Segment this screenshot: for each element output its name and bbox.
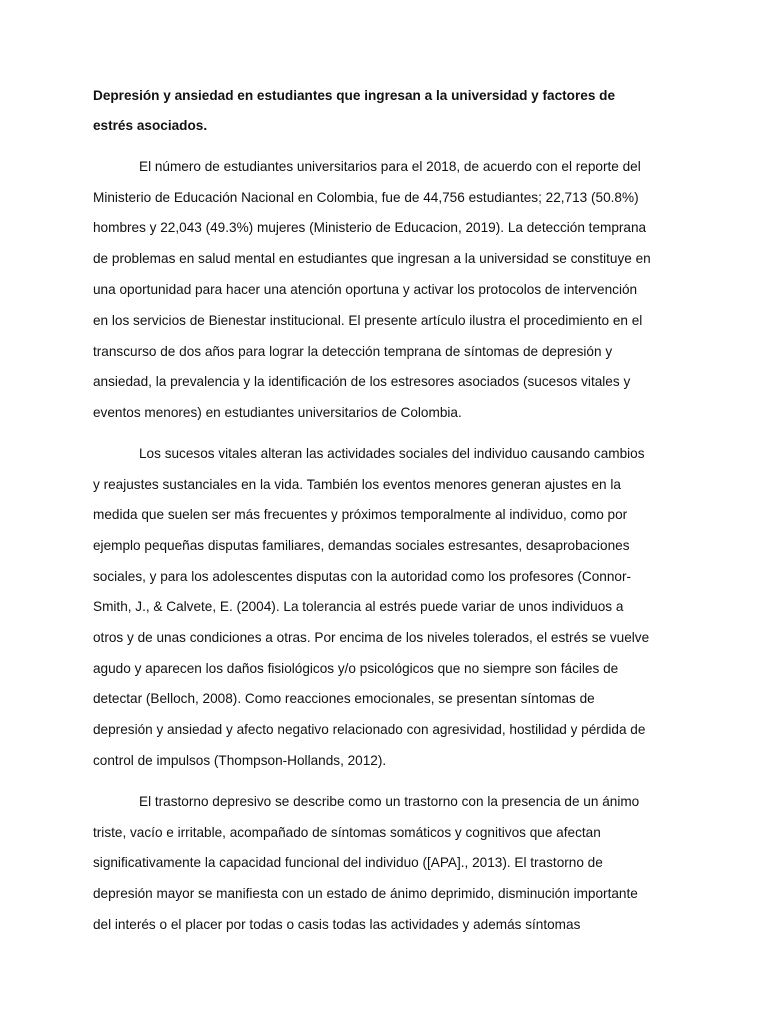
paragraph-line: en los servicios de Bienestar institucional. El presente artículo ilustra el procedimiento en el <box>93 313 643 328</box>
paragraph-line: agudo y aparecen los daños fisiológicos y/o psicológicos que no siempre son fáciles de <box>93 661 619 676</box>
paragraph-line: ejemplo pequeñas disputas familiares, demandas sociales estresantes, desaprobaciones <box>93 538 630 553</box>
paragraph-line: Los sucesos vitales alteran las actividades sociales del individuo causando cambios <box>139 446 645 461</box>
paragraph-line: ansiedad, la prevalencia y la identificación de los estresores asociados (sucesos vitales y <box>93 374 631 389</box>
paragraph-line: Smith, J., & Calvete, E. (2004). La tolerancia al estrés puede variar de unos individuos a <box>93 599 624 614</box>
paragraph-line: hombres y 22,043 (49.3%) mujeres (Ministerio de Educacion, 2019). La detección temprana <box>93 220 647 235</box>
paragraph-line: eventos menores) en estudiantes universitarios de Colombia. <box>93 405 462 420</box>
paragraph-line: Ministerio de Educación Nacional en Colombia, fue de 44,756 estudiantes; 22,713 (50.8%) <box>93 190 639 205</box>
title-line: Depresión y ansiedad en estudiantes que ingresan a la universidad y factores de <box>93 88 616 103</box>
paragraph-line: El trastorno depresivo se describe como un trastorno con la presencia de un ánimo <box>139 794 640 809</box>
paragraph-line: del interés o el placer por todas o casis todas las actividades y además síntomas <box>93 917 581 932</box>
paragraph-line: triste, vacío e irritable, acompañado de síntomas somáticos y cognitivos que afectan <box>93 825 601 840</box>
paragraph-line: detectar (Belloch, 2008). Como reacciones emocionales, se presentan síntomas de <box>93 691 595 706</box>
paragraph-line: medida que suelen ser más frecuentes y próximos temporalmente al individuo, como por <box>93 507 628 522</box>
paragraph-line: una oportunidad para hacer una atención oportuna y activar los protocolos de intervención <box>93 282 638 297</box>
paragraph-line: y reajustes sustanciales en la vida. También los eventos menores generan ajustes en la <box>93 477 621 492</box>
paragraph-line: depresión mayor se manifiesta con un estado de ánimo deprimido, disminución importante <box>93 886 638 901</box>
paragraph-line: control de impulsos (Thompson-Hollands, 2012). <box>93 753 387 768</box>
paragraph-line: transcurso de dos años para lograr la detección temprana de síntomas de depresión y <box>93 344 613 359</box>
paragraph-line: sociales, y para los adolescentes disputas con la autoridad como los profesores (Connor- <box>93 569 631 584</box>
paragraph-line: otros y de unas condiciones a otras. Por encima de los niveles tolerados, el estrés se vuelve <box>93 630 650 645</box>
title-line: estrés asociados. <box>93 118 208 133</box>
paragraph-line: El número de estudiantes universitarios para el 2018, de acuerdo con el reporte del <box>139 159 641 174</box>
paragraph-line: de problemas en salud mental en estudiantes que ingresan a la universidad se constituye en <box>93 251 651 266</box>
paragraph-line: significativamente la capacidad funcional del individuo ([APA]., 2013). El trastorno de <box>93 855 603 870</box>
paragraph-line: depresión y ansiedad y afecto negativo relacionado con agresividad, hostilidad y pérdida de <box>93 722 646 737</box>
